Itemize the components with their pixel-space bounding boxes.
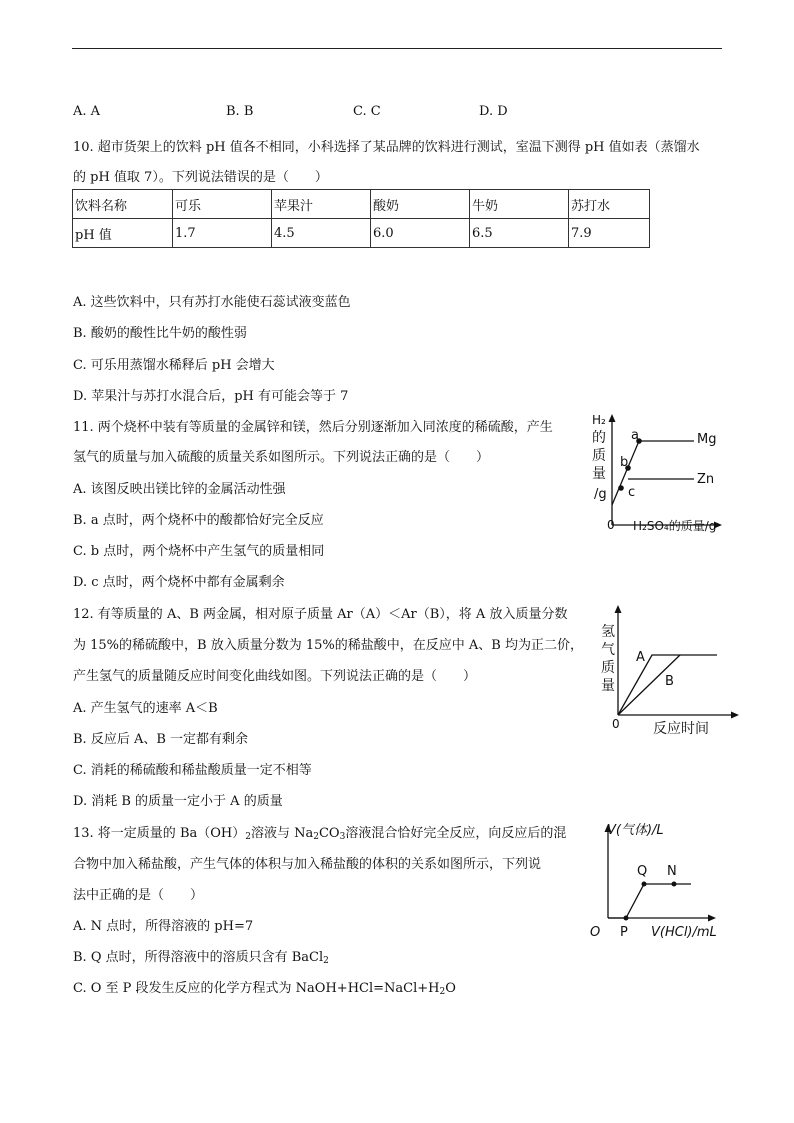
ph-table xyxy=(72,189,650,248)
y-axis-label: V(气体)/L xyxy=(607,823,664,838)
mg-line xyxy=(612,441,694,505)
subscript: 2 xyxy=(323,956,329,966)
table-cell: 6.0 xyxy=(371,219,470,248)
y-label-char: 氢 xyxy=(601,624,615,640)
q13-option-b-text: B. Q 点时，所得溶液中的溶质只含有 BaCl xyxy=(73,950,324,965)
point-n xyxy=(672,882,677,887)
point-a-label: a xyxy=(631,428,639,443)
point-p xyxy=(624,916,629,921)
table-cell: 可乐 xyxy=(173,190,272,219)
q10-stem-line1: 10. 超市货架上的饮料 pH 值各不相同，小科选择了某品牌的饮料进行测试，室温下测得 pH 值如表（蒸馏水 xyxy=(73,140,700,155)
y-label-char: 质 xyxy=(601,660,615,676)
q11-option-c: C. b 点时，两个烧杯中产生氢气的质量相同 xyxy=(73,544,325,559)
q9-option-b: B. B xyxy=(226,104,254,119)
x-axis-label: H₂SO₄的质量/g xyxy=(633,519,717,533)
table-cell: 牛奶 xyxy=(470,190,569,219)
gas-volume-line xyxy=(608,884,691,918)
x-axis-label: 反应时间 xyxy=(653,721,709,737)
table-cell: 苏打水 xyxy=(569,190,650,219)
q12-stem-line2: 为 15%的稀硫酸中，B 放入质量分数为 15%的稀盐酸中，在反应中 A、B 均为正二价， xyxy=(73,638,583,653)
point-c-label: c xyxy=(628,485,636,500)
q13-option-c xyxy=(73,977,456,996)
q10-option-a: A. 这些饮料中，只有苏打水能使石蕊试液变蓝色 xyxy=(73,295,351,310)
y-label-char: 质 xyxy=(592,448,606,464)
series-zn-label: Zn xyxy=(697,472,715,487)
q12-stem-line1: 12. 有等质量的 A、B 两金属，相对原子质量 Ar（A）＜Ar（B），将 A 放入质量分数 xyxy=(73,607,568,622)
q13-option-c-text: O xyxy=(445,981,456,996)
q13-stem-text: 溶液混合恰好完全反应，向反应后的混 xyxy=(345,826,567,841)
q13-stem-text: CO xyxy=(318,826,340,841)
subscript: 3 xyxy=(339,832,346,842)
q11-stem-line2: 氢气的质量与加入硫酸的质量关系如图所示。下列说法正确的是（ ） xyxy=(73,450,490,465)
y-axis-arrow xyxy=(615,605,622,613)
point-n-label: N xyxy=(667,864,677,879)
q12-option-b: B. 反应后 A、B 一定都有剩余 xyxy=(73,732,249,747)
y-label-char: 量 xyxy=(601,678,615,694)
table-cell: 4.5 xyxy=(272,219,371,248)
table-cell: 酸奶 xyxy=(371,190,470,219)
q11-option-b: B. a 点时，两个烧杯中的酸都恰好完全反应 xyxy=(73,513,324,528)
series-b-label: B xyxy=(665,674,674,689)
q9-option-d: D. D xyxy=(479,104,508,119)
point-q-label: Q xyxy=(637,864,648,879)
q9-option-c: C. C xyxy=(353,104,381,119)
q10-option-d: D. 苹果汁与苏打水混合后，pH 有可能会等于 7 xyxy=(73,389,349,404)
subscript: 2 xyxy=(245,832,251,842)
x-axis-arrow xyxy=(731,712,739,719)
table-cell: pH 值 xyxy=(73,219,173,248)
q13-stem-line3: 法中正确的是（ ） xyxy=(73,888,204,903)
q13-option-b xyxy=(73,946,329,965)
point-q xyxy=(642,882,647,887)
q11-graph xyxy=(590,410,730,540)
subscript: 2 xyxy=(439,987,446,997)
y-label-char: /g xyxy=(594,487,607,502)
q12-graph xyxy=(595,600,735,740)
table-cell: 7.9 xyxy=(569,219,650,248)
series-a-label: A xyxy=(636,650,645,665)
y-label-char: 的 xyxy=(592,430,606,446)
q13-option-c-text: C. O 至 P 段发生反应的化学方程式为 NaOH+HCl=NaCl+H xyxy=(73,981,440,996)
table-row xyxy=(73,219,650,248)
q13-stem-line1 xyxy=(73,822,566,841)
subscript: 2 xyxy=(313,832,319,842)
table-row xyxy=(73,190,650,219)
point-p-label: P xyxy=(620,925,628,940)
x-axis-label: V(HCl)/mL xyxy=(651,925,717,940)
origin-label: 0 xyxy=(607,518,615,532)
table-cell: 饮料名称 xyxy=(73,190,173,219)
q10-option-c: C. 可乐用蒸馏水稀释后 pH 会增大 xyxy=(73,358,275,373)
table-cell: 6.5 xyxy=(470,219,569,248)
q13-option-a: A. N 点时，所得溶液的 pH=7 xyxy=(73,919,254,934)
q11-option-d: D. c 点时，两个烧杯中都有金属剩余 xyxy=(73,575,285,590)
q10-option-b: B. 酸奶的酸性比牛奶的酸性弱 xyxy=(73,326,247,341)
q13-stem-text: 13. 将一定质量的 Ba（OH） xyxy=(73,826,246,841)
y-axis-arrow xyxy=(609,414,616,422)
point-c xyxy=(618,485,624,491)
x-axis-arrow xyxy=(708,915,716,922)
q9-option-a: A. A xyxy=(73,104,101,119)
q12-option-d: D. 消耗 B 的质量一定小于 A 的质量 xyxy=(73,794,283,809)
q13-stem-line2: 合物中加入稀盐酸，产生气体的体积与加入稀盐酸的体积的关系如图所示，下列说 xyxy=(73,857,542,872)
series-mg-label: Mg xyxy=(697,432,717,447)
point-b-label: b xyxy=(620,455,629,470)
origin-label: O xyxy=(590,925,601,940)
y-label-char: 量 xyxy=(592,466,606,482)
table-cell: 苹果汁 xyxy=(272,190,371,219)
q13-graph xyxy=(588,815,728,945)
y-label-top: H₂ xyxy=(592,413,606,427)
y-label-char: 气 xyxy=(601,642,615,658)
origin-label: 0 xyxy=(612,717,620,731)
table-cell: 1.7 xyxy=(173,219,272,248)
q11-option-a: A. 该图反映出镁比锌的金属活动性强 xyxy=(73,482,286,497)
q10-stem-line2: 的 pH 值取 7）。下列说法错误的是（ ） xyxy=(73,170,328,185)
header-rule xyxy=(72,48,722,49)
q12-option-a: A. 产生氢气的速率 A＜B xyxy=(73,701,218,716)
q12-stem-line3: 产生氢气的质量随反应时间变化曲线如图。下列说法正确的是（ ） xyxy=(73,669,477,684)
q13-stem-text: 溶液与 Na xyxy=(250,826,314,841)
q11-stem-line1: 11. 两个烧杯中装有等质量的金属锌和镁，然后分别逐渐加入同浓度的稀硫酸，产生 xyxy=(73,420,553,435)
q12-option-c: C. 消耗的稀硫酸和稀盐酸质量一定不相等 xyxy=(73,763,312,778)
